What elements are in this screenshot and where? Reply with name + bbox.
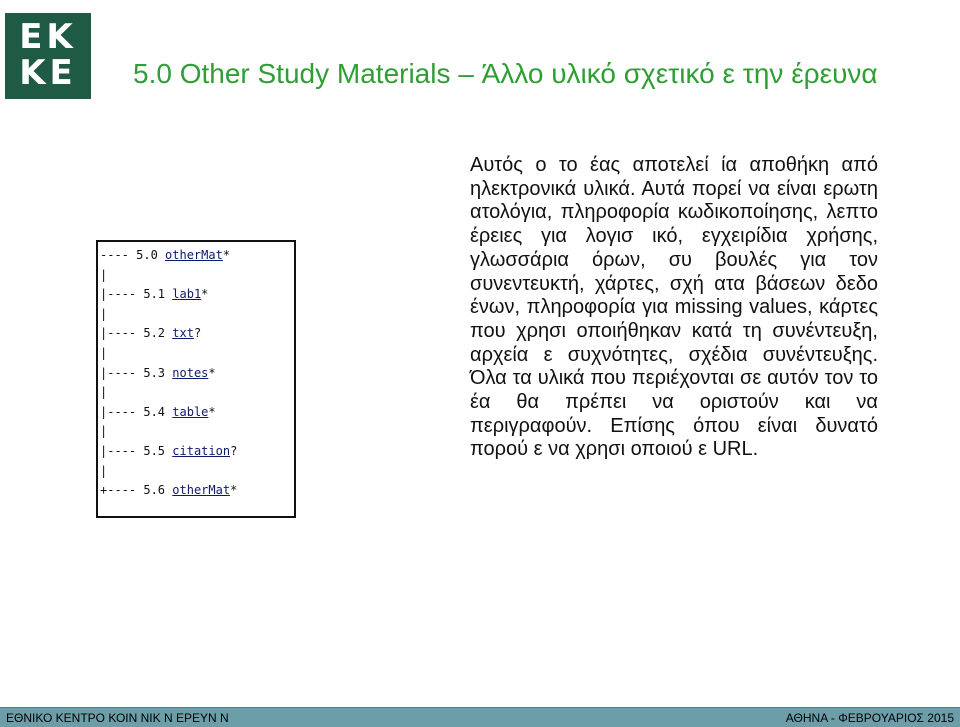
footer-bar bbox=[0, 707, 960, 727]
tree-row-folder-name: citation bbox=[172, 444, 231, 458]
tree-row bbox=[100, 268, 107, 282]
tree-row-number: 5.5 bbox=[143, 444, 173, 458]
tree-row-prefix: |---- bbox=[100, 365, 144, 380]
tree-row-prefix: | bbox=[100, 385, 108, 400]
tree-row-number: 5.3 bbox=[143, 365, 173, 380]
tree-row bbox=[100, 287, 208, 301]
tree-row-folder-name: table bbox=[172, 404, 209, 419]
tree-row-number: 5.1 bbox=[143, 287, 173, 302]
tree-row-suffix: * bbox=[230, 483, 238, 498]
tree-row-prefix: | bbox=[100, 306, 108, 321]
tree-row-prefix: | bbox=[100, 267, 108, 282]
tree-row bbox=[100, 464, 107, 478]
tree-row-folder-name: lab1 bbox=[172, 287, 202, 302]
tree-row bbox=[100, 366, 216, 380]
tree-row bbox=[100, 405, 216, 419]
tree-row-suffix: * bbox=[222, 248, 231, 262]
tree-row-suffix: * bbox=[201, 287, 209, 302]
tree-row bbox=[100, 444, 237, 458]
tree-row-prefix: ---- bbox=[100, 248, 137, 262]
folder-tree-diagram bbox=[96, 240, 296, 518]
tree-row-number: 5.2 bbox=[143, 326, 173, 341]
tree-row-folder-name: txt bbox=[172, 326, 194, 341]
tree-row bbox=[100, 326, 201, 340]
tree-row-prefix: |---- bbox=[100, 326, 144, 341]
tree-row-suffix: ? bbox=[193, 326, 202, 341]
ekke-logo bbox=[5, 13, 91, 99]
tree-row-number: 5.6 bbox=[143, 483, 173, 498]
footer-organization: ΕΘΝΙΚΟ ΚΕΝΤΡΟ ΚΟΙΝ ΝΙΚ Ν ΕΡΕΥΝ Ν bbox=[6, 711, 229, 725]
tree-row-number: 5.0 bbox=[136, 248, 166, 262]
tree-row-number: 5.4 bbox=[143, 404, 173, 419]
tree-row bbox=[100, 346, 107, 360]
page-title: 5.0 Other Study Materials – Άλλο υλικό σχετικό ε την έρευνα bbox=[133, 58, 878, 89]
tree-row bbox=[100, 483, 237, 497]
tree-row bbox=[100, 424, 107, 438]
tree-row-prefix: |---- bbox=[100, 444, 144, 458]
tree-row-prefix: | bbox=[100, 424, 108, 439]
footer-date: ΑΘΗΝΑ - ΦΕΒΡΟΥΑΡΙΟΣ 2015 bbox=[785, 711, 954, 725]
tree-row-prefix: +---- bbox=[100, 483, 144, 498]
tree-row-folder-name: notes bbox=[172, 365, 209, 380]
tree-row-suffix: * bbox=[208, 365, 216, 380]
tree-row bbox=[100, 248, 230, 262]
tree-row-prefix: |---- bbox=[100, 404, 144, 419]
tree-row bbox=[100, 385, 107, 399]
tree-row-prefix: | bbox=[100, 463, 108, 478]
tree-row bbox=[100, 307, 107, 321]
tree-row-suffix: ? bbox=[230, 444, 238, 458]
tree-row-folder-name: otherMat bbox=[172, 483, 231, 498]
tree-row-prefix: | bbox=[100, 346, 108, 360]
tree-row-folder-name: otherMat bbox=[165, 248, 223, 262]
logo-text: EK KE bbox=[19, 17, 77, 93]
body-paragraph: Αυτός ο το έας αποτελεί ία αποθήκη από ηλεκτρονικά υλικά. Αυτά πορεί να είναι ερωτη ατολόγια, πληροφορία κωδικοποίησης, λεπτο έρειες για λογισ ικό, εγχειρίδια χρήσης, γλωσσάρια όρων, συ βουλές για τον συνεντευκτή, χάρτες, σχή ατα βάσεων δεδο ένων, πληροφορία για missing values, κάρτες που χρησι οποιήθηκαν κατά τη συνέντευξη, αρχεία ε συχνότητες, σχέδια συνέντευξης. Όλα τα υλικά που περιέχονται σε αυτόν τον το έα θα πρέπει να οριστούν και να περιγραφούν. Επίσης όπου είναι δυνατό πορού ε να χρησι οποιού ε URL. bbox=[470, 154, 878, 461]
tree-row-prefix: |---- bbox=[100, 287, 144, 302]
tree-row-suffix: * bbox=[208, 404, 216, 419]
